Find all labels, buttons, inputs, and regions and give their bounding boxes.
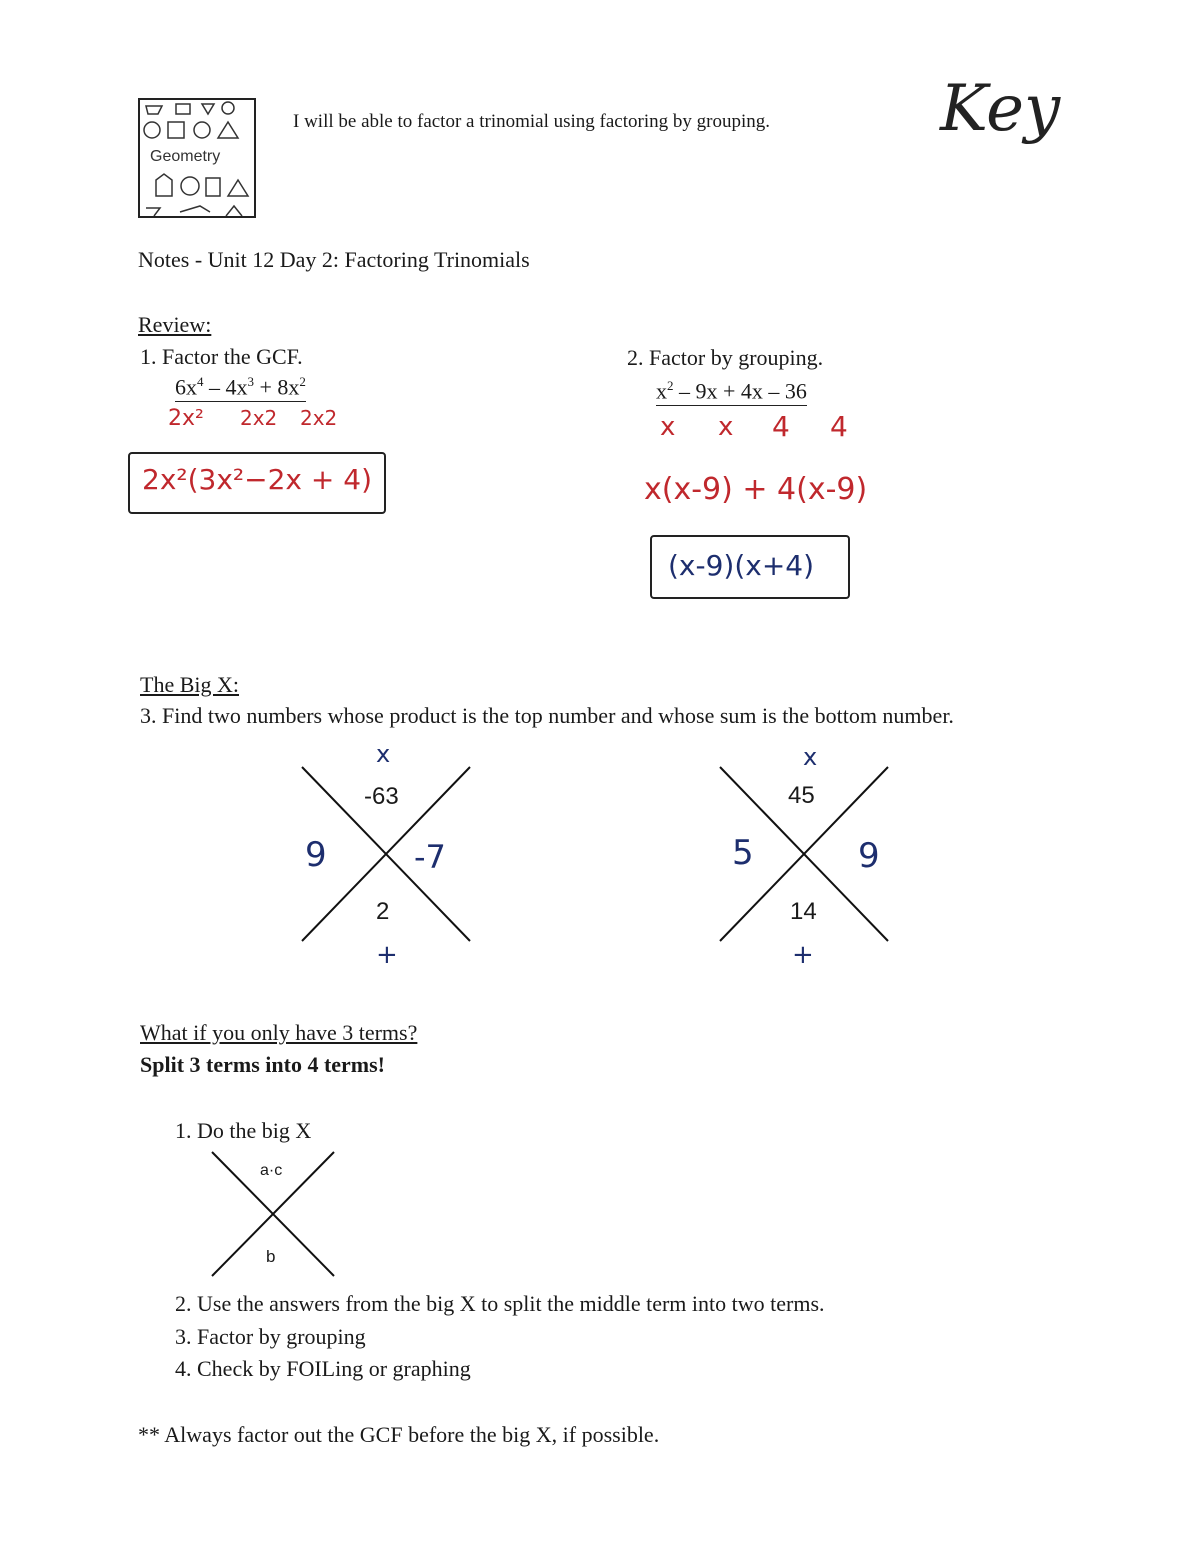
small-x-top-label: a·c [260, 1162, 283, 1179]
big-x-instruction: 3. Find two numbers whose product is the top number and whose sum is the bottom number. [140, 703, 954, 728]
problem2-answer-box [650, 535, 850, 599]
d2-times: x [803, 743, 818, 771]
logo-text: Geometry [150, 148, 221, 165]
term3: + 8x [254, 374, 300, 400]
p1-denominator-2: 2x2 [240, 406, 278, 430]
term1: 6x [175, 374, 197, 400]
step-4: 4. Check by FOILing or graphing [175, 1356, 471, 1381]
term2-exponent: 3 [247, 374, 254, 389]
d2-top-value: 45 [788, 782, 815, 809]
big-x-heading: The Big X: [140, 672, 239, 697]
p2-denominator-4: 4 [830, 410, 848, 443]
three-terms-question: What if you only have 3 terms? [140, 1020, 418, 1045]
d1-times: x [376, 740, 391, 768]
step-2: 2. Use the answers from the big X to split the middle term into two terms. [175, 1291, 825, 1316]
d2-plus: + [792, 940, 814, 970]
d2-right-value: 9 [858, 836, 880, 876]
d1-plus: + [376, 940, 398, 970]
problem1-label: 1. Factor the GCF. [140, 344, 303, 369]
term1-exponent: 4 [197, 374, 204, 389]
geometry-logo [138, 98, 256, 218]
d1-top-value: -63 [364, 783, 399, 810]
term2: – 4x [203, 374, 248, 400]
p2-term1: x [656, 378, 667, 404]
problem2-answer: (x-9)(x+4) [668, 549, 815, 582]
problem2-step: x(x-9) + 4(x-9) [644, 472, 868, 507]
d2-left-value: 5 [732, 833, 754, 873]
key-mark: Key [940, 72, 1061, 146]
p1-denominator-3: 2x2 [300, 406, 338, 430]
problem1-answer-box [128, 452, 386, 514]
term3-exponent: 2 [299, 374, 306, 389]
p2-denominator-3: 4 [772, 410, 790, 443]
d1-left-value: 9 [305, 835, 327, 875]
p1-denominator-1: 2x² [168, 406, 204, 431]
step-1: 1. Do the big X [175, 1118, 312, 1143]
d1-right-value: -7 [414, 838, 446, 876]
objective-text: I will be able to factor a trinomial using factoring by grouping. [293, 111, 770, 132]
p2-denominator-2: x [718, 412, 734, 442]
p2-denominator-1: x [660, 412, 676, 442]
step-3: 3. Factor by grouping [175, 1324, 366, 1349]
d1-bottom-value: 2 [376, 898, 390, 925]
problem1-answer: 2x²(3x²−2x + 4) [142, 463, 372, 496]
p2-rest: – 9x + 4x – 36 [673, 378, 807, 404]
problem1-expression [175, 374, 306, 402]
d2-bottom-value: 14 [790, 898, 817, 925]
three-terms-statement: Split 3 terms into 4 terms! [140, 1052, 386, 1077]
review-heading: Review: [138, 312, 212, 337]
problem2-label: 2. Factor by grouping. [627, 345, 824, 370]
page-title: Notes - Unit 12 Day 2: Factoring Trinomials [138, 247, 530, 272]
gcf-note: ** Always factor out the GCF before the big X, if possible. [138, 1422, 660, 1447]
small-x-bottom-label: b [266, 1247, 276, 1266]
problem2-expression [656, 378, 807, 406]
p2-term1-exponent: 2 [667, 378, 674, 393]
